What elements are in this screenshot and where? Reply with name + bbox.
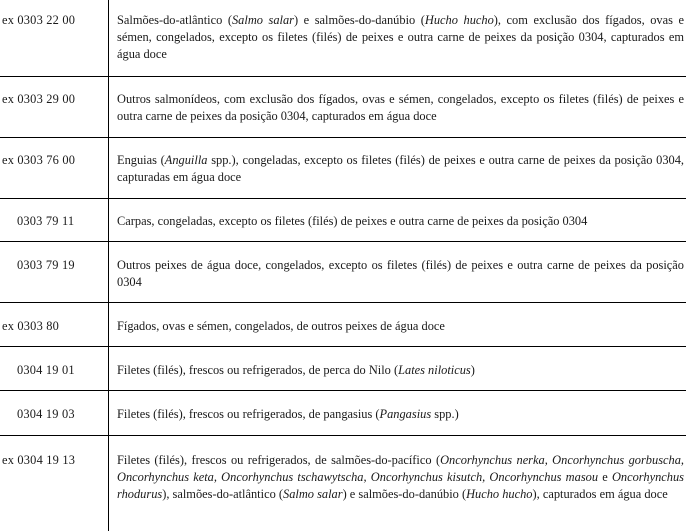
description-text: Outros salmonídeos, com exclusão dos fígados, ovas e sémen, congelados, excepto os filetes (filés) de peixes e outra carne de peixes da posição 0304, capturados em água doce	[117, 92, 684, 123]
description-text: Enguias (	[117, 153, 165, 167]
cn-code: 0303 79 11	[17, 214, 75, 228]
cn-code: 0304 19 01	[17, 363, 75, 377]
description-text: Filetes (filés), frescos ou refrigerados, de pangasius (	[117, 407, 380, 421]
cn-code: ex 0304 19 13	[2, 453, 76, 467]
species-name: Oncorhynchus rhodurus	[117, 470, 685, 501]
cn-code: 0303 79 19	[17, 258, 75, 272]
description-text: Carpas, congeladas, excepto os filetes (filés) de peixes e outra carne de peixes da posição 0304	[117, 214, 588, 228]
description-text: spp.), congeladas, excepto os filetes (filés) de peixes e outra carne de peixes da posição 0304, capturadas em água doce	[117, 153, 684, 184]
row-separator	[0, 390, 686, 391]
row-separator	[0, 346, 686, 347]
description-text: )	[470, 363, 475, 377]
cn-code: 0304 19 03	[17, 407, 75, 421]
species-name: Pangasius	[379, 407, 432, 421]
row-separator	[0, 198, 686, 199]
description-text: spp.)	[431, 407, 459, 421]
row-separator	[0, 137, 686, 138]
description-text: ), capturados em água doce	[532, 487, 668, 501]
description-text: Outros peixes de água doce, congelados, excepto os filetes (filés) de peixes e outra carne de peixes da posição 0304	[117, 258, 684, 289]
species-name: Hucho hucho	[424, 13, 494, 27]
product-description	[117, 362, 684, 379]
product-description	[117, 318, 684, 335]
species-name: Oncorhynchus nerka, Oncorhynchus gorbuscha, Oncorhynchus keta, Oncorhynchus tschawytscha, Oncorhynchus kisutch, Oncorhynchus masou	[117, 453, 685, 484]
product-description	[117, 91, 684, 125]
species-name: Hucho hucho	[466, 487, 533, 501]
row-separator	[0, 241, 686, 242]
cn-code: ex 0303 29 00	[2, 92, 76, 106]
cn-code: ex 0303 76 00	[2, 153, 76, 167]
product-description	[117, 213, 684, 230]
description-text: Fígados, ovas e sémen, congelados, de outros peixes de água doce	[117, 319, 445, 333]
description-text: e	[598, 470, 612, 484]
product-description	[117, 152, 684, 186]
description-text: Filetes (filés), frescos ou refrigerados, de salmões-do-pacífico (	[117, 453, 441, 467]
description-text: ) e salmões-do-danúbio (	[294, 13, 425, 27]
description-text: ), salmões-do-atlântico (	[162, 487, 283, 501]
product-description	[117, 452, 684, 503]
description-text: ), com exclusão dos fígados, ovas e sémen, congelados, excepto os filetes (filés) de peixes e outra carne de peixes da posição 0304, capturados em água doce	[117, 13, 685, 61]
description-text: Filetes (filés), frescos ou refrigerados, de perca do Nilo (	[117, 363, 399, 377]
row-separator	[0, 302, 686, 303]
row-separator	[0, 435, 686, 436]
product-description	[117, 406, 684, 423]
cn-code: ex 0303 80	[2, 319, 60, 333]
product-description	[117, 12, 684, 63]
product-description	[117, 257, 684, 291]
row-separator	[0, 76, 686, 77]
species-name: Salmo salar	[283, 487, 343, 501]
species-name: Salmo salar	[231, 13, 294, 27]
cn-code: ex 0303 22 00	[2, 13, 76, 27]
species-name: Anguilla	[164, 153, 208, 167]
species-name: Lates niloticus	[398, 363, 471, 377]
description-text: ) e salmões-do-danúbio (	[342, 487, 467, 501]
description-text: Salmões-do-atlântico (	[117, 13, 232, 27]
